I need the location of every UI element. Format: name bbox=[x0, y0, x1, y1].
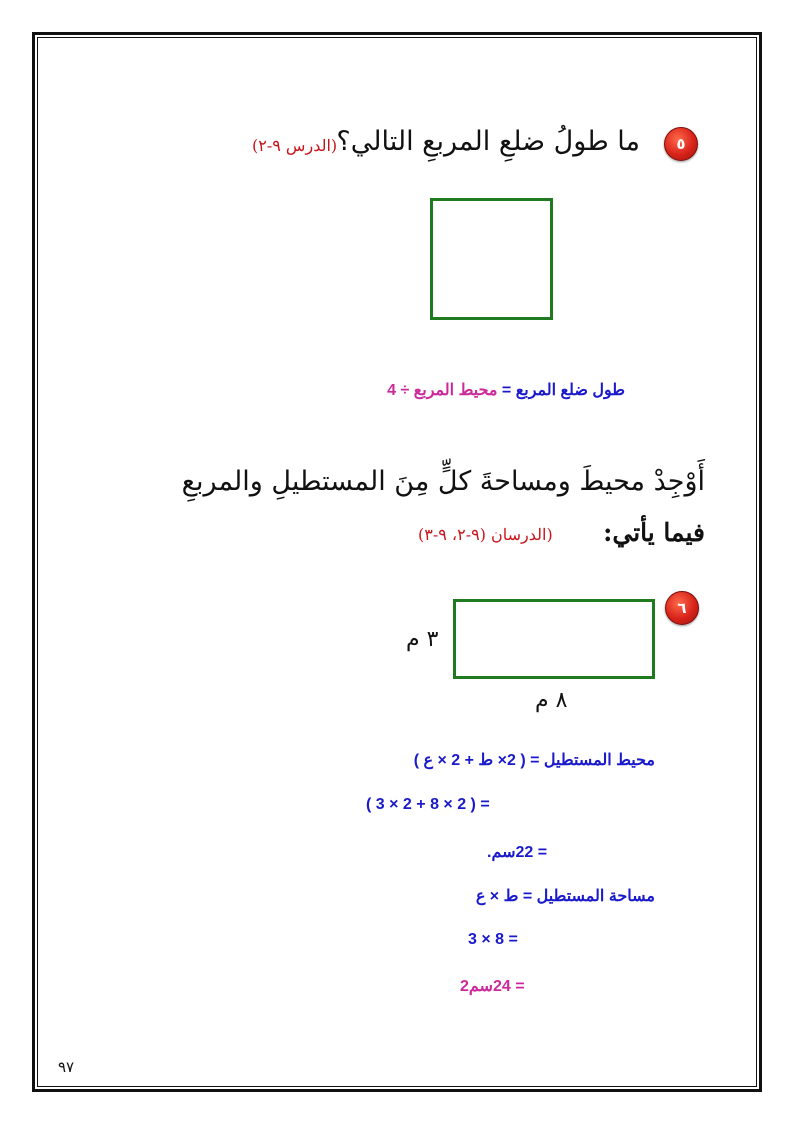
square-side-formula bbox=[387, 380, 625, 400]
area-line-1: مساحة المستطيل = ط × ع bbox=[475, 888, 655, 905]
page-number: ٩٧ bbox=[58, 1058, 75, 1076]
page-border-inner bbox=[37, 37, 757, 1087]
area-line-2: = 8 × 3 bbox=[468, 931, 518, 948]
rectangle-height-label: ٣ م bbox=[406, 627, 439, 652]
question-5-number: ٥ bbox=[676, 135, 686, 153]
instruction-lesson-ref: (الدرسان (٩-٢، ٩-٣) bbox=[418, 525, 553, 544]
question-5-text: ما طولُ ضلعِ المربعِ التالي؟ bbox=[336, 126, 640, 157]
perimeter-line-2: = ( 2 × 8 + 2 × 3 ) bbox=[366, 796, 490, 813]
question-5-badge bbox=[664, 127, 698, 161]
question-6-number: ٦ bbox=[677, 599, 687, 617]
square-side-formula-equals: = bbox=[497, 382, 516, 399]
question-5-lesson-ref: (الدرس ٩-٢) bbox=[252, 136, 338, 155]
instruction-line-2: فيما يأتي: bbox=[603, 518, 705, 547]
square-figure bbox=[430, 198, 553, 320]
question-6-badge bbox=[665, 591, 699, 625]
square-side-formula-rhs: محيط المربع ÷ 4 bbox=[387, 382, 498, 399]
square-side-formula-lhs: طول ضلع المربع bbox=[515, 382, 625, 399]
perimeter-line-3: = 22سم. bbox=[487, 844, 548, 861]
rectangle-figure bbox=[453, 599, 655, 679]
area-line-3: = 24سم2 bbox=[460, 978, 525, 995]
instruction-line-1: أَوْجِدْ محيطَ ومساحةَ كلٍّ مِنَ المستطيلِ والمربعِ bbox=[181, 466, 705, 497]
perimeter-line-1: محيط المستطيل = ( 2× ط + 2 × ع ) bbox=[413, 752, 655, 769]
rectangle-width-label: ٨ م bbox=[535, 688, 568, 713]
